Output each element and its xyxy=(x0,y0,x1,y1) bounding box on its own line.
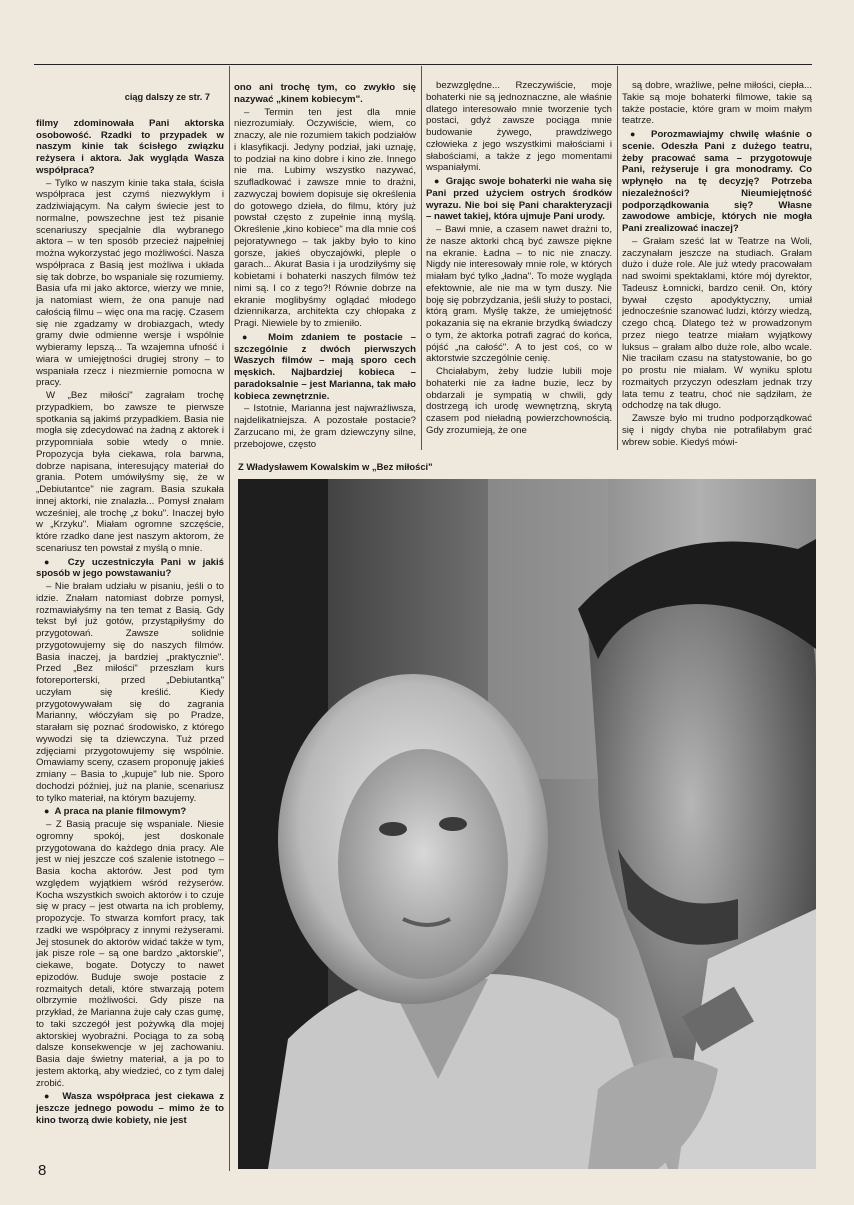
article-paragraph: – Z Basią pracuje się wspaniale. Niesie ogromny spokój, jest doskonale przygotowana do każdego dnia pracy. Ale jest w niej jeszcze coś szalenie istotnego – Basia kocha aktorów. Jest pod tym względem wyjątkiem wśród reżyserów. Kocha wszystkich swoich aktorów i to czuje się w pracy – jest otwarta na ich problemy, propozycje. To stwarza komfort pracy, tak rzadki we współpracy z innymi reżyserami. Jej stosunek do aktorów widać także w tym, jak pisze role – są one bardzo „aktorskie", ciekawe, bogate. Dotyczy to nawet epizodów. Buduje swoje postacie z rozmaitych detali, które stwarzają potem olbrzymie możliwości. Gdy pisze na przykład, że Marianna żuje cały czas gumę, to taki szczegół jest pożywką dla mojej aktorskiej wyobraźni. Pociąga to za sobą dalsze konsekwencje w jej zachowaniu. Basia daje świetny materiał, a ja po to jestem aktorką, aby wiedzieć, co z tym dalej zrobić. xyxy=(36,819,224,1089)
film-still-photo xyxy=(238,479,816,1169)
article-paragraph: W „Bez miłości" zagrałam trochę przypadkiem, bo zawsze te pierwsze spotkania są jakimś przypadkiem. Basia nie mogła się zdecydować na żadną z aktorek i przypomniała sobie wtedy o mnie. Propozycja była ciekawa, rola barwna, dobrze napisana, interesujący materiał do grania. Potem umówiłyśmy się, że w „Debiutantce" nie zagram. Basia szukała innej aktorki, nie znalazła... Pomysł znałam wcześniej, ale trochę „z boku". Inaczej było w „Krzyku". Miałam ogromne szczęście, które rzadko dane jest naszym aktorom, że scenariusz ten powstał z myślą o mnie. xyxy=(36,390,224,554)
continued-note: ciąg dalszy ze str. 7 xyxy=(124,92,210,102)
article-paragraph: Zawsze było mi trudno podporządkować się i nigdy chyba nie potrafiłabym grać wbrew sobie. Kiedyś mówi- xyxy=(622,413,812,448)
text-column-4 xyxy=(622,80,812,452)
interview-question: ● Moim zdaniem te postacie – szczególnie z dwóch pierwszych Waszych filmów – mają sporo cech męskich. Najbardziej kobieca – paradoksalnie – jest Marianna, tak mało kobieca zewnętrznie. xyxy=(234,332,416,403)
column-separator xyxy=(229,66,230,1171)
interview-question: filmy zdominowała Pani aktorska osobowość. Rzadki to przypadek w naszym kinie tak ścisłego związku reżysera i aktora. Jak wygląda Wasza współpraca? xyxy=(36,117,224,176)
article-paragraph: są dobre, wrażliwe, pełne miłości, ciepła... Takie są moje bohaterki filmowe, takie są także postacie, które gram w moim małym teatrze. xyxy=(622,80,812,127)
interview-question: ● Grając swoje bohaterki nie waha się Pani przed użyciem ostrych środków wyrazu. Nie boi się Pani charakteryzacji – nawet takiej, która ujmuje Pani urody. xyxy=(426,176,612,223)
top-rule xyxy=(34,64,812,65)
interview-question: ● Wasza współpraca jest ciekawa z jeszcze jednego powodu – mimo że to kino tworzą dwie kobiety, nie jest xyxy=(36,1091,224,1126)
interview-question: ono ani trochę tym, co zwykło się nazywać „kinem kobiecym". xyxy=(234,82,416,105)
article-paragraph: – Nie brałam udziału w pisaniu, jeśli o to idzie. Znałam natomiast dobrze pomysł, rozmawiałyśmy na ten temat z Basią. Gdy tekst był już gotów, przystąpiłyśmy do przygotowań. Zawsze solidnie przygotowujemy się do naszych filmów. Basia inaczej, ja bardziej „praktycznie". Przed „Bez miłości" przeszłam kurs fotoreporterski, przed „Debiutantką" uczyłam się kreślić. Kiedy przygotowywałam się do zagrania Marianny, włóczyłam się po Pradze, starałam się poznać środowisko, z którego wywodzi się ta dziewczyna. Tuż przed zdjęciami przygotowujemy się wspólnie. Omawiamy sceny, czasem proponuję jakieś zmiany – Basia to „kupuje" lub nie. Sporo dochodzi później, już na planie, scenariusz to tylko materiał, na którym bazujemy. xyxy=(36,581,224,804)
text-column-2 xyxy=(234,80,416,452)
text-column-1 xyxy=(36,80,224,1160)
column-separator xyxy=(617,66,618,450)
interview-question: ● Porozmawiajmy chwilę właśnie o scenie. Odeszła Pani z dużego teatru, żeby pracować sama – przygotowuje Pani, reżyseruje i gra monodramy. Co wpłynęło na tę decyzję? Potrzeba niezależności? Nieumiejętność podporządkowania się? Własne zawodowe ambicje, których nie mogła Pani zrealizować inaczej? xyxy=(622,129,812,235)
photo-caption: Z Władysławem Kowalskim w „Bez miłości" xyxy=(238,461,433,472)
article-paragraph: bezwzględne... Rzeczywiście, moje bohaterki nie są jednoznaczne, ale właśnie dlatego interesowało mnie tworzenie tych postaci, gdyż zawsze pociąga mnie budowanie żywego, prawdziwego człowieka z jego wszystkimi małościami i słabościami, a także z jego momentami wspaniałymi. xyxy=(426,80,612,174)
interview-question: ● Czy uczestniczyła Pani w jakiś sposób w jego powstawaniu? xyxy=(36,557,224,581)
interview-question: ● A praca na planie filmowym? xyxy=(36,806,224,818)
article-paragraph: – Bawi mnie, a czasem nawet drażni to, że nasze aktorki chcą być zawsze piękne na ekranie. Ładna – to nic nie znaczy. Nigdy nie interesowały mnie role, w których miałam być tylko „ładna". To może wygląda efektownie, ale nie ma w tym duszy. Nie boję się pobrzydzania, jeśli służy to postaci, którą gram. Myślę także, że umiejętność pokazania się na ekranie brzydką świadczy o tym, że aktorka potrafi zagrać do końca, pójść „na całość". A to jest coś, co w aktorstwie szczególnie cenię. xyxy=(426,224,612,365)
page-number: 8 xyxy=(38,1162,47,1179)
article-paragraph: – Tylko w naszym kinie taka stała, ścisła współpraca jest czymś niezwykłym i zadziwiającym. Na całym świecie jest to normalne, powszechne jest też pisanie scenariuszy specjalnie dla wybranego aktora – w ten sposób przecież najpełniej można wykorzystać jego możliwości. Nasza współpraca z Basią jest możliwa i układa się tak dobrze, bo wspaniale się rozumiemy. Basia ufa mi jako aktorce, wierzy we mnie, ja natomiast wiem, że ona panuje nad całością filmu – więc ona ma rację. Czasem się nie zgadzamy w drobiazgach, wtedy gramy dwie odmienne wersje i wspólnie wybieramy lepszą... Ta wzajemna ufność i wiara w umiejętności drugiej strony – to wspaniała rzecz i niezmiernie pomocna w pracy. xyxy=(36,177,224,389)
column-separator xyxy=(421,66,422,450)
article-paragraph: – Termin ten jest dla mnie niezrozumiały. Oczywiście, wiem, co znaczy, ale nie rozumiem takich podziałów i klasyfikacji. Jedyny podział, jaki uznaję, to podział na kino dobre i kino złe. Innego nie ma. Lubimy wszystko nazywać, szufladkować i zawsze mnie to drażni, zazwyczaj bowiem dopisuje się określenia do gotowego dzieła, do filmu, który już powstał często z zupełnie inną myślą. Określenie „kino kobiece" ma dla mnie coś pejoratywnego – tak jakby było to kino gorsze, jakieś obyczajówki, pleple o garach... Akurat Basia i ja urodziłyśmy się kobietami i bohaterki naszych filmów też nimi są. I co z tego?! Równie dobrze na ekranie moglibyśmy oglądać młodego dziennikarza, architekta czy chłopaka z Pragi. Niewiele by to zmieniło. xyxy=(234,106,416,329)
article-paragraph: – Grałam sześć lat w Teatrze na Woli, zaczynałam jeszcze na studiach. Grałam dużo i duże role. Ale już wtedy pracowałam nad swoimi spektaklami, które mój dyrektor, Tadeusz Łomnicki, bardzo cenił. On, który bywał często apodyktyczny, umiał jednocześnie szanować ludzi, którzy wiedzą, czego chcą. Dlatego też w prowadzonym przez niego teatrze miałam wyjątkowy luksus – grałam albo duże role, albo wcale. Nie traciłam czasu na statystowanie, bo go po prostu nie miałam. W wyniku splotu rozmaitych przyczyn odeszłam jednak trzy lata temu z teatru, choć nie sądziłam, że odchodzę na tak długo. xyxy=(622,235,812,412)
article-paragraph: Chciałabym, żeby ludzie lubili moje bohaterki nie za ładne buzie, lecz by obdarzali je sympatią w chwili, gdy dostrzegą ich urodę wewnętrzną, skrytą czasem pod nieładną powierzchownością. Gdy zrozumieją, że one xyxy=(426,366,612,436)
text-column-3 xyxy=(426,80,612,452)
article-paragraph: – Istotnie, Marianna jest najwrażliwsza, najdelikatniejsza. A pozostałe postacie? Zarzucano mi, że gram dziewczyny silne, przebojowe, często xyxy=(234,403,416,450)
